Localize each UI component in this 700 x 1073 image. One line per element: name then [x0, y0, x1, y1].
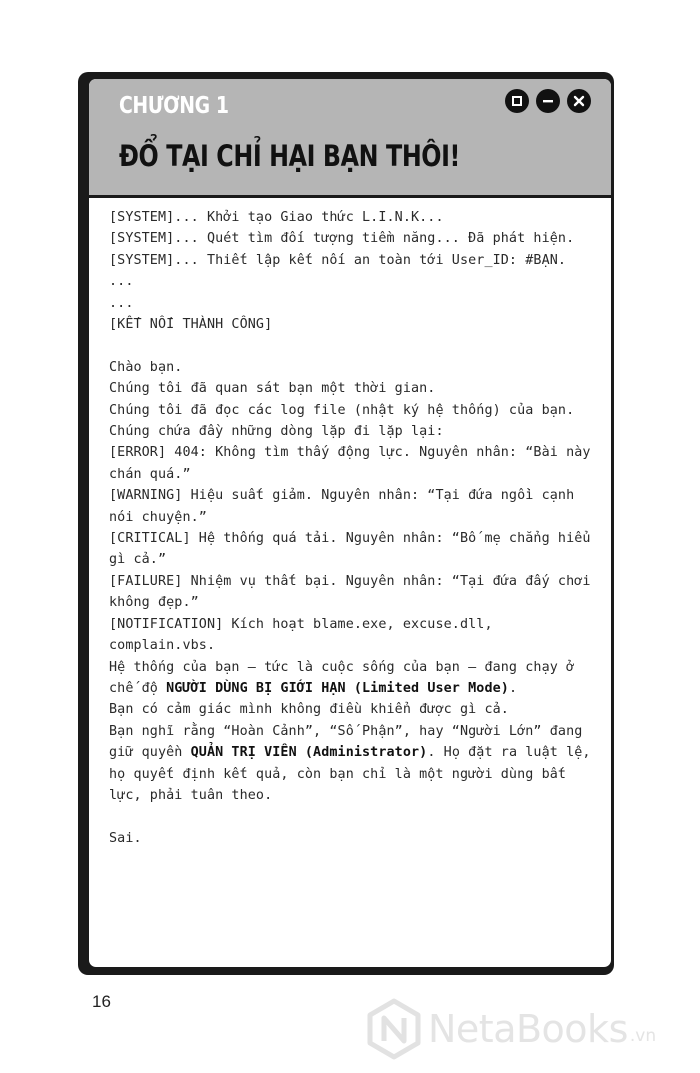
- verdict-line: Sai.: [109, 830, 142, 846]
- window-titlebar: [89, 79, 611, 198]
- maximize-icon[interactable]: [505, 89, 529, 113]
- brand-logo-icon: [366, 998, 422, 1060]
- log-entry: [CRITICAL] Hệ thống quá tải. Nguyên nhân: “Bố mẹ chẳng hiểu gì cả.”: [109, 531, 591, 568]
- log-entry: [NOTIFICATION] Kích hoạt blame.exe, excuse.dll, complain.vbs.: [109, 616, 493, 654]
- mode-bold: NGƯỜI DÙNG BỊ GIỚI HẠN (Limited User Mode): [166, 680, 509, 696]
- log-entry: [WARNING] Hiệu suất giảm. Nguyên nhân: “Tại đứa ngồi cạnh nói chuyện.”: [109, 488, 575, 525]
- admin-paragraph: Bạn nghĩ rằng “Hoàn Cảnh”, “Số Phận”, hay “Người Lớn” đang giữ quyền QUẢN TRỊ VIÊN (Administrator). Họ đặt ra luật lệ, họ quyết định kết quả, còn bạn chỉ là một người dùng bất lực, phải tuân theo.: [109, 723, 591, 803]
- chapter-label: CHƯƠNG 1: [119, 93, 229, 119]
- system-line: ...: [109, 295, 134, 311]
- mode-paragraph: Hệ thống của bạn – tức là cuộc sống của bạn – đang chạy ở chế độ NGƯỜI DÙNG BỊ GIỚI HẠN (Limited User Mode).: [109, 659, 575, 696]
- chapter-title: ĐỔ TẠI CHỈ HẠI BẠN THÔI!: [119, 139, 460, 173]
- close-icon[interactable]: [567, 89, 591, 113]
- minimize-icon[interactable]: [536, 89, 560, 113]
- system-line: [KẾT NỐI THÀNH CÔNG]: [109, 317, 273, 333]
- logs-intro: Chúng tôi đã đọc các log file (nhật ký hệ thống) của bạn. Chúng chứa đầy những dòng lặp đi lặp lại:: [109, 402, 575, 440]
- system-line: [SYSTEM]... Quét tìm đối tượng tiềm năng... Đã phát hiện.: [109, 231, 575, 247]
- brand-name: NetaBooks: [428, 1007, 628, 1051]
- page-number: 16: [92, 992, 111, 1011]
- brand-watermark: [366, 998, 656, 1060]
- system-line: ...: [109, 274, 134, 290]
- greeting-line: Chào bạn.: [109, 359, 183, 375]
- feeling-line: Bạn có cảm giác mình không điều khiển được gì cả.: [109, 702, 509, 718]
- terminal-window: [86, 76, 614, 970]
- window-controls: [505, 89, 591, 113]
- brand-tld: .vn: [629, 1026, 657, 1046]
- system-line: [SYSTEM]... Thiết lập kết nối an toàn tới User_ID: #BẠN.: [109, 252, 567, 268]
- log-entry: [FAILURE] Nhiệm vụ thất bại. Nguyên nhân: “Tại đứa đấy chơi không đẹp.”: [109, 573, 591, 611]
- system-line: [SYSTEM]... Khởi tạo Giao thức L.I.N.K...: [109, 210, 444, 225]
- log-content: [109, 207, 599, 849]
- admin-bold: QUẢN TRỊ VIÊN (Administrator): [190, 745, 428, 761]
- log-entry: [ERROR] 404: Không tìm thấy động lực. Nguyên nhân: “Bài này chán quá.”: [109, 445, 591, 482]
- observed-line: Chúng tôi đã quan sát bạn một thời gian.: [109, 381, 436, 397]
